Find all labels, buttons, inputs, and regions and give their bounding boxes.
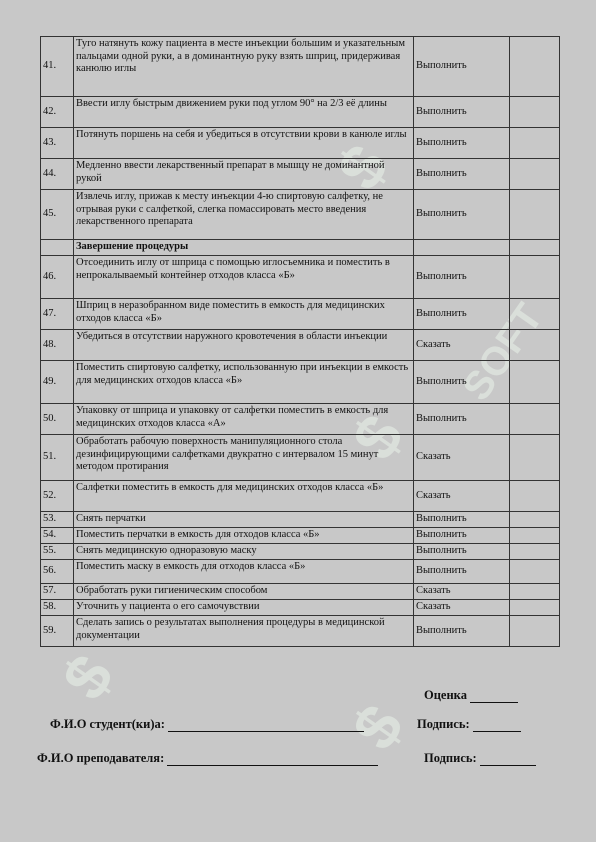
step-number: 47. [41,299,74,330]
step-number: 56. [41,560,74,584]
step-action: Выполнить [414,159,510,190]
step-number: 45. [41,190,74,240]
step-action: Сказать [414,481,510,512]
table-row [41,616,560,647]
step-description: Салфетки поместить в емкость для медицинских отходов класса «Б» [74,481,414,512]
grade-field[interactable] [470,690,518,703]
mark-cell[interactable] [510,560,560,584]
mark-cell[interactable] [510,97,560,128]
step-number: 59. [41,616,74,647]
student-sign-label: Подпись: [417,717,470,731]
grade-row [424,688,518,703]
step-description: Сделать запись о результатах выполнения процедуры в медицинской документации [74,616,414,647]
table-row [41,256,560,299]
step-description: Поместить маску в емкость для отходов класса «Б» [74,560,414,584]
table-row [41,560,560,584]
step-action: Выполнить [414,299,510,330]
step-action: Выполнить [414,97,510,128]
teacher-sign-label: Подпись: [424,751,477,765]
step-number: 51. [41,435,74,481]
step-description: Снять перчатки [74,512,414,528]
table-row [41,37,560,97]
mark-cell[interactable] [510,159,560,190]
table-row [41,544,560,560]
mark-cell[interactable] [510,37,560,97]
step-action: Выполнить [414,361,510,404]
mark-cell[interactable] [510,616,560,647]
step-description: Обработать руки гигиеническим способом [74,584,414,600]
step-description: Шприц в неразобранном виде поместить в емкость для медицинских отходов класса «Б» [74,299,414,330]
student-sign-row [417,717,521,732]
step-number: 58. [41,600,74,616]
table-row [41,528,560,544]
mark-cell[interactable] [510,584,560,600]
watermark-5: SOFT [454,295,552,409]
table-row [41,481,560,512]
step-description: Упаковку от шприца и упаковку от салфетки поместить в емкость для медицинских отходов класса «А» [74,404,414,435]
step-action: Сказать [414,330,510,361]
section-title: Завершение процедуры [74,240,414,256]
mark-cell[interactable] [510,544,560,560]
step-number: 46. [41,256,74,299]
step-description: Поместить перчатки в емкость для отходов класса «Б» [74,528,414,544]
mark-cell[interactable] [510,481,560,512]
mark-cell[interactable] [510,240,560,256]
step-action: Выполнить [414,190,510,240]
mark-cell[interactable] [510,330,560,361]
step-action: Выполнить [414,560,510,584]
step-number: 42. [41,97,74,128]
watermark-1: $ [323,131,403,203]
mark-cell[interactable] [510,404,560,435]
step-description: Извлечь иглу, прижав к месту инъекции 4-ю спиртовую салфетку, не отрывая руки с салфеткой, слегка помассировать место введения лекарственного препарата [74,190,414,240]
step-description: Обработать рабочую поверхность манипуляционного стола дезинфицирующими салфетками двукратно с интервалом 15 минут методом протирания [74,435,414,481]
student-name-field[interactable] [168,719,364,732]
table-row [41,404,560,435]
mark-cell[interactable] [510,256,560,299]
step-action: Выполнить [414,544,510,560]
step-description: Ввести иглу быстрым движением руки под углом 90° на 2/3 её длины [74,97,414,128]
watermark-4: $ [48,641,128,713]
step-number: 55. [41,544,74,560]
grade-label: Оценка [424,688,467,702]
step-number: 48. [41,330,74,361]
mark-cell[interactable] [510,128,560,159]
step-description: Снять медицинскую одноразовую маску [74,544,414,560]
step-action: Выполнить [414,37,510,97]
step-action: Сказать [414,600,510,616]
mark-cell[interactable] [510,435,560,481]
table-row [41,128,560,159]
student-row [50,717,364,732]
step-number: 53. [41,512,74,528]
mark-cell[interactable] [510,600,560,616]
table-row [41,190,560,240]
teacher-sign-row [424,751,536,766]
teacher-name-field[interactable] [167,753,378,766]
section-row [41,240,560,256]
action-cell [414,240,510,256]
watermark-3: $ [338,691,418,763]
step-description: Поместить спиртовую салфетку, использованную при инъекции в емкость для медицинских отходов класса «Б» [74,361,414,404]
step-action: Выполнить [414,256,510,299]
step-number: 50. [41,404,74,435]
step-description: Уточнить у пациента о его самочувствии [74,600,414,616]
student-sign-field[interactable] [473,719,521,732]
mark-cell[interactable] [510,528,560,544]
step-number: 54. [41,528,74,544]
table-row [41,512,560,528]
step-description: Туго натянуть кожу пациента в месте инъекции большим и указательным пальцами одной руки, а в доминантную руку взять шприц, придерживая канюлю иглы [74,37,414,97]
table-row [41,299,560,330]
table-row [41,584,560,600]
step-description: Убедиться в отсутствии наружного кровотечения в области инъекции [74,330,414,361]
step-number: 44. [41,159,74,190]
step-action: Выполнить [414,128,510,159]
mark-cell[interactable] [510,512,560,528]
table-row [41,159,560,190]
watermark-2: $ [338,401,418,473]
teacher-label: Ф.И.О преподавателя: [37,751,165,765]
table-row [41,600,560,616]
teacher-sign-field[interactable] [480,753,536,766]
table-row [41,97,560,128]
step-action: Выполнить [414,512,510,528]
procedure-table [40,36,560,647]
step-number: 49. [41,361,74,404]
step-number: 41. [41,37,74,97]
step-number: 52. [41,481,74,512]
mark-cell[interactable] [510,190,560,240]
mark-cell[interactable] [510,361,560,404]
number-cell [41,240,74,256]
mark-cell[interactable] [510,299,560,330]
step-action: Сказать [414,435,510,481]
step-description: Отсоединить иглу от шприца с помощью иглосъемника и поместить в непрокалываемый контейнер отходов класса «Б» [74,256,414,299]
step-number: 57. [41,584,74,600]
step-number: 43. [41,128,74,159]
student-label: Ф.И.О студент(ки)а: [50,717,165,731]
step-action: Сказать [414,584,510,600]
table-row [41,435,560,481]
step-description: Потянуть поршень на себя и убедиться в отсутствии крови в канюле иглы [74,128,414,159]
step-action: Выполнить [414,528,510,544]
step-action: Выполнить [414,616,510,647]
step-description: Медленно ввести лекарственный препарат в мышцу не доминантной рукой [74,159,414,190]
table-row [41,361,560,404]
teacher-row [37,751,378,766]
step-action: Выполнить [414,404,510,435]
table-row [41,330,560,361]
